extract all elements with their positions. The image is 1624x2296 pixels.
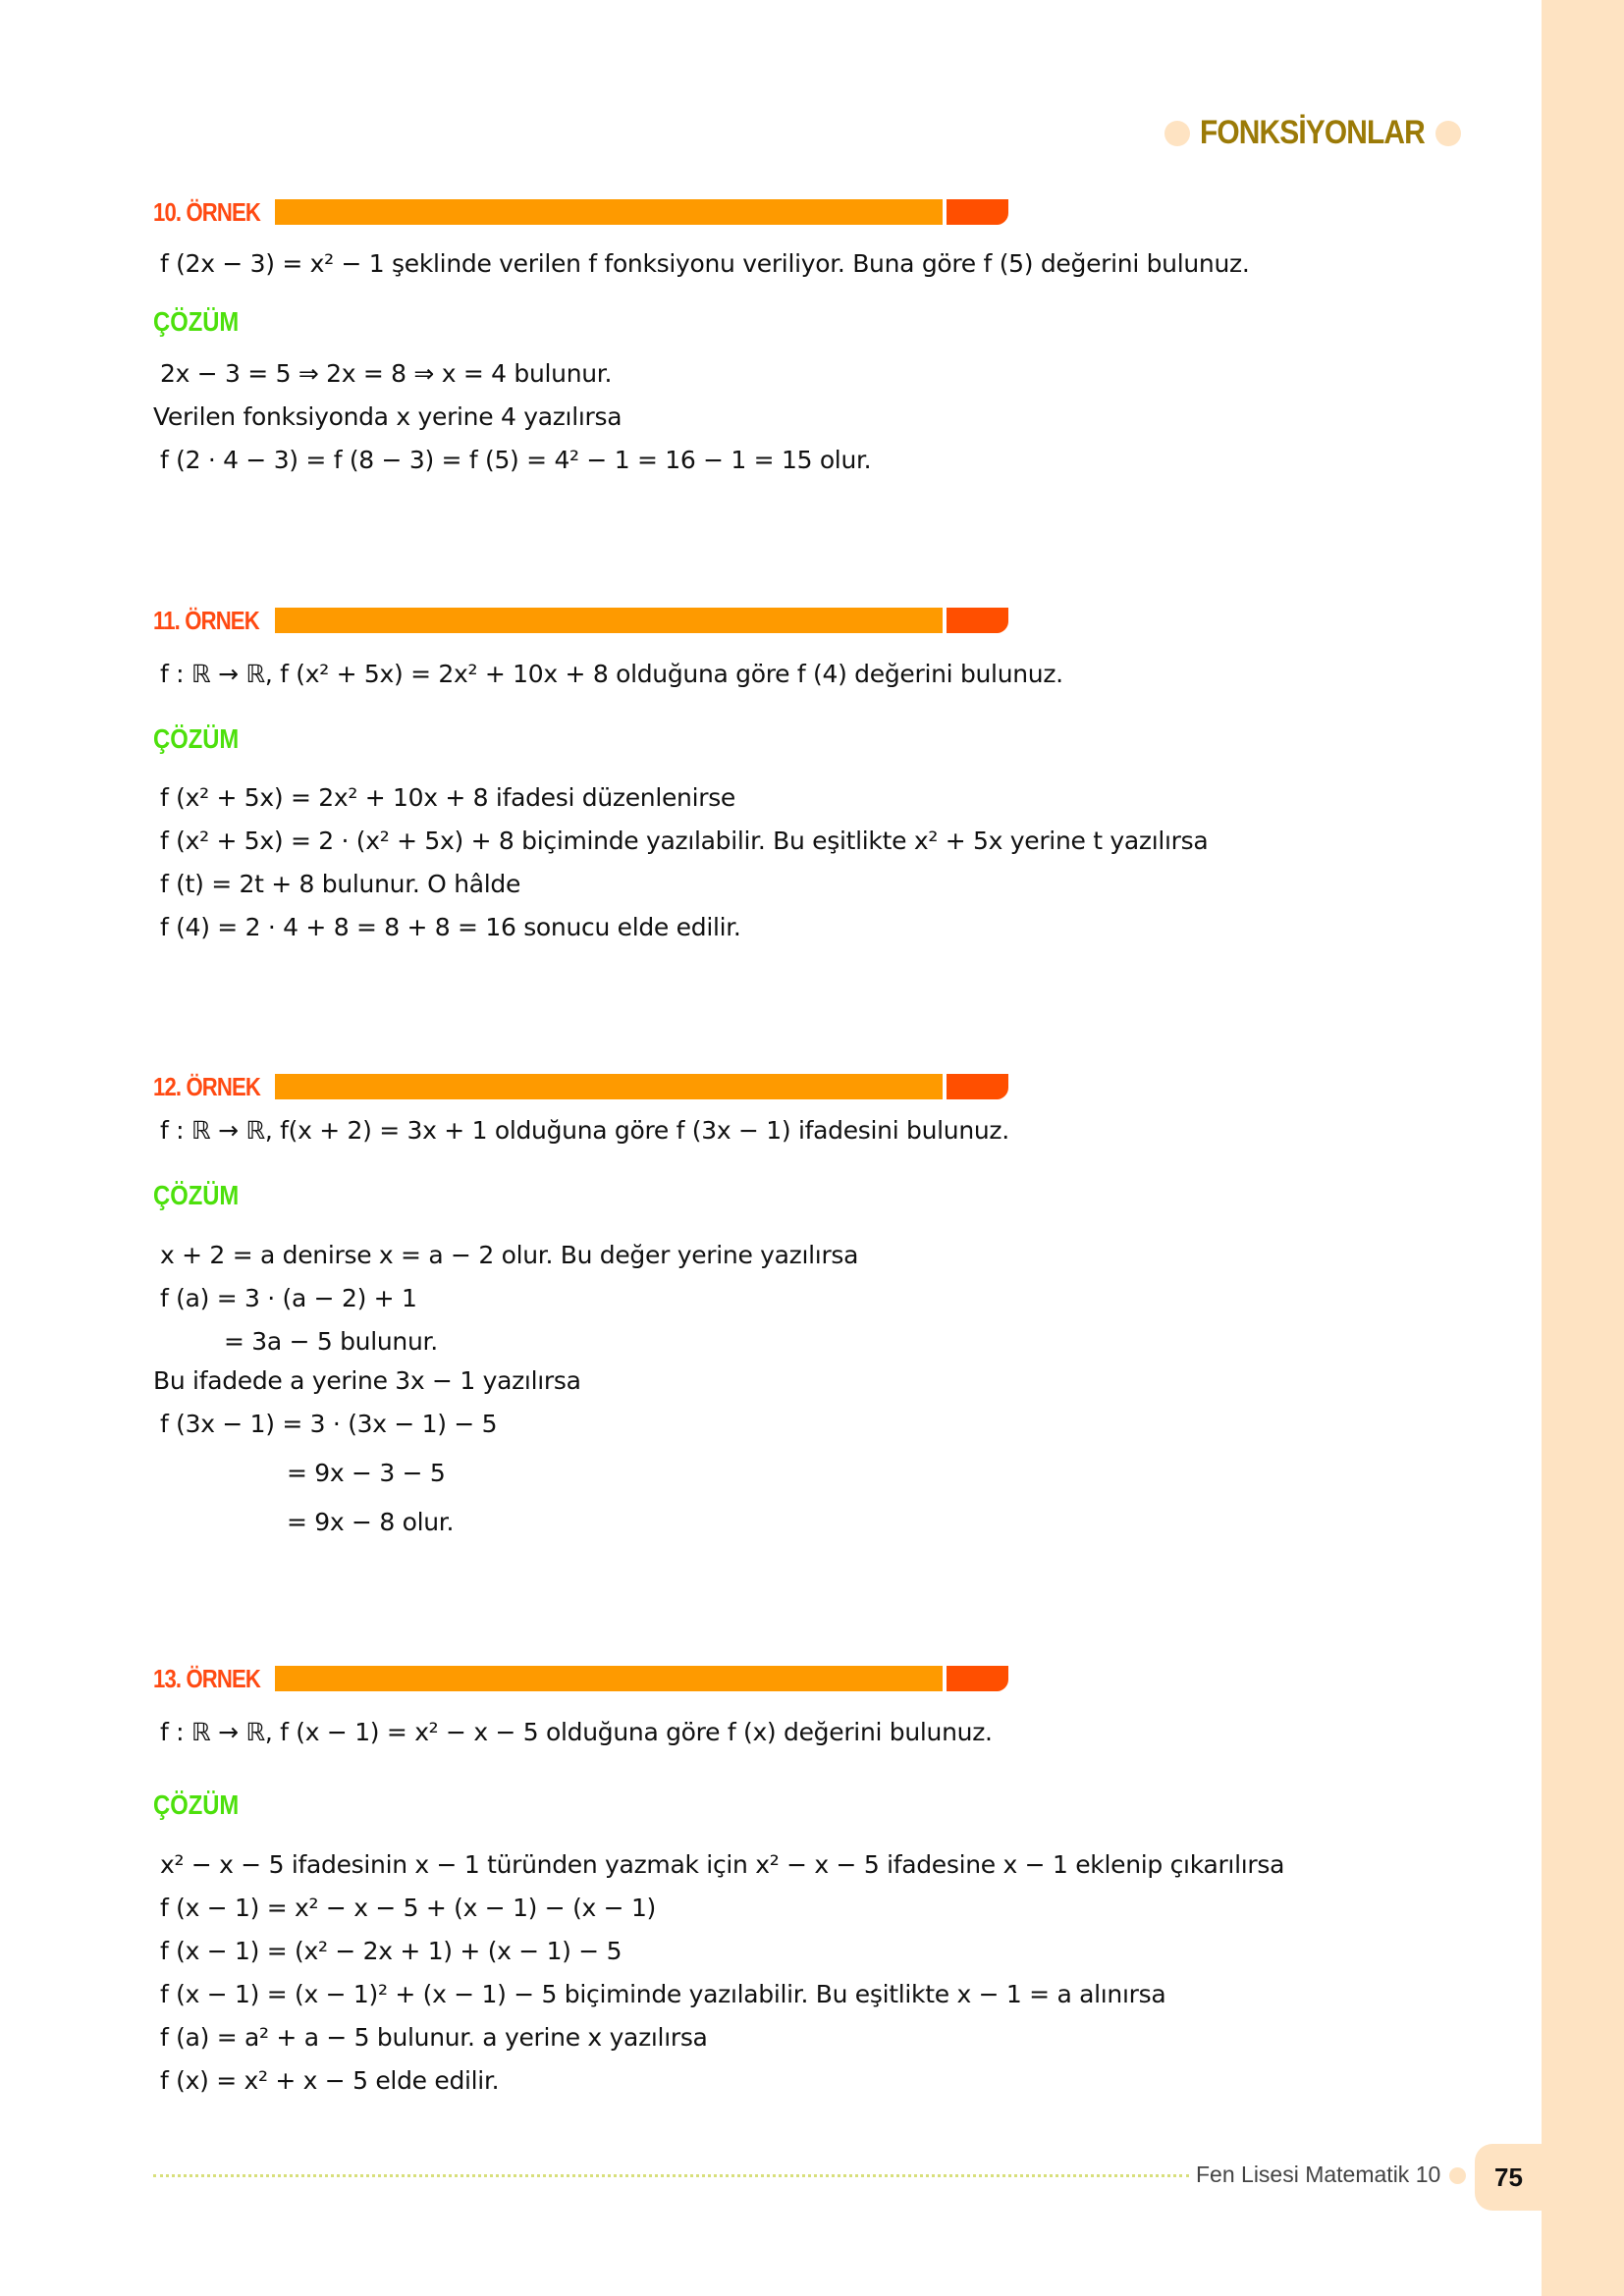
question-text: f (2x − 3) = x² − 1 şeklinde verilen f fonksiyonu veriliyor. Buna göre f (5) değerini bulunuz. <box>160 249 1250 278</box>
solution-line: f (x) = x² + x − 5 elde edilir. <box>160 2066 500 2095</box>
book-title: Fen Lisesi Matematik 10 <box>1196 2162 1441 2187</box>
solution-line: f (t) = 2t + 8 bulunur. O hâlde <box>160 870 521 898</box>
solution-line: x + 2 = a denirse x = a − 2 olur. Bu değer yerine yazılırsa <box>160 1241 859 1269</box>
example-header <box>153 197 1430 227</box>
header-bar-end <box>947 608 1008 633</box>
example-label: 11. ÖRNEK <box>153 605 259 635</box>
solution-line: f (4) = 2 · 4 + 8 = 8 + 8 = 16 sonucu elde edilir. <box>160 913 741 941</box>
dot-icon <box>1164 121 1190 146</box>
question-text: f : ℝ → ℝ, f(x + 2) = 3x + 1 olduğuna göre f (3x − 1) ifadesini bulunuz. <box>160 1116 1009 1145</box>
example-11 <box>153 606 1430 635</box>
header-bar-end <box>947 1666 1008 1691</box>
question-text: f : ℝ → ℝ, f (x² + 5x) = 2x² + 10x + 8 olduğuna göre f (4) değerini bulunuz. <box>160 660 1063 688</box>
solution-label: ÇÖZÜM <box>153 306 240 337</box>
solution-line: 2x − 3 = 5 ⇒ 2x = 8 ⇒ x = 4 bulunur. <box>160 359 613 388</box>
header-bar-end <box>947 199 1008 225</box>
header-bar <box>275 1666 943 1691</box>
example-header <box>153 1664 1430 1693</box>
example-10 <box>153 197 1430 227</box>
side-strip <box>1542 0 1624 2296</box>
solution-line: Verilen fonksiyonda x yerine 4 yazılırsa <box>153 402 623 431</box>
header-bar <box>275 199 943 225</box>
dot-icon <box>1449 2167 1466 2184</box>
example-label: 13. ÖRNEK <box>153 1663 261 1693</box>
example-12 <box>153 1072 1430 1101</box>
solution-line: f (a) = a² + a − 5 bulunur. a yerine x yazılırsa <box>160 2023 708 2052</box>
solution-line: f (x² + 5x) = 2x² + 10x + 8 ifadesi düzenlenirse <box>160 783 736 812</box>
dot-icon <box>1435 121 1461 146</box>
example-label: 12. ÖRNEK <box>153 1071 261 1101</box>
page-number: 75 <box>1494 2163 1523 2192</box>
header-bar <box>275 1074 943 1099</box>
solution-line: f (x² + 5x) = 2 · (x² + 5x) + 8 biçiminde yazılabilir. Bu eşitlikte x² + 5x yerine t yazılırsa <box>160 827 1209 855</box>
footer-divider <box>153 2174 1189 2177</box>
solution-line: f (2 · 4 − 3) = f (8 − 3) = f (5) = 4² − 1 = 16 − 1 = 15 olur. <box>160 446 872 474</box>
solution-line: = 3a − 5 bulunur. <box>224 1327 438 1356</box>
example-header <box>153 1072 1430 1101</box>
header-bar-end <box>947 1074 1008 1099</box>
solution-line: f (x − 1) = x² − x − 5 + (x − 1) − (x − 1) <box>160 1894 657 1922</box>
solution-line: f (x − 1) = (x − 1)² + (x − 1) − 5 biçiminde yazılabilir. Bu eşitlikte x − 1 = a alınırsa <box>160 1980 1166 2008</box>
solution-line: = 9x − 3 − 5 <box>287 1459 446 1487</box>
solution-label: ÇÖZÜM <box>153 723 240 754</box>
chapter-title: FONKSİYONLAR <box>1200 114 1425 151</box>
example-13 <box>153 1664 1430 1693</box>
solution-line: = 9x − 8 olur. <box>287 1508 455 1536</box>
solution-line: f (x − 1) = (x² − 2x + 1) + (x − 1) − 5 <box>160 1937 623 1965</box>
solution-line: Bu ifadede a yerine 3x − 1 yazılırsa <box>153 1366 581 1395</box>
question-text: f : ℝ → ℝ, f (x − 1) = x² − x − 5 olduğuna göre f (x) değerini bulunuz. <box>160 1718 993 1746</box>
solution-line: f (a) = 3 · (a − 2) + 1 <box>160 1284 417 1312</box>
chapter-header <box>1164 114 1461 152</box>
solution-line: x² − x − 5 ifadesinin x − 1 türünden yazmak için x² − x − 5 ifadesine x − 1 eklenip çıkarılırsa <box>160 1850 1285 1879</box>
solution-line: f (3x − 1) = 3 · (3x − 1) − 5 <box>160 1410 498 1438</box>
example-header <box>153 606 1430 635</box>
header-bar <box>275 608 943 633</box>
example-label: 10. ÖRNEK <box>153 196 261 227</box>
solution-label: ÇÖZÜM <box>153 1180 240 1210</box>
solution-label: ÇÖZÜM <box>153 1789 240 1820</box>
